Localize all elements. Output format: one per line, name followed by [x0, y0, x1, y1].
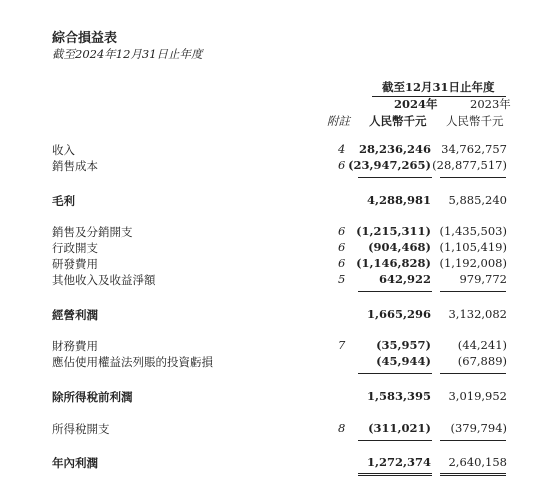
year-2024-header: 2024年	[394, 97, 438, 111]
value-2024: 4,288,981	[366, 193, 431, 207]
value-2024: 28,236,246	[358, 142, 431, 156]
table-row	[0, 142, 554, 158]
table-row	[0, 389, 554, 405]
unit-2024-header: 人民幣千元	[369, 114, 427, 128]
row-label: 經營利潤	[52, 308, 98, 322]
value-2024: (35,957)	[376, 338, 431, 352]
note-column-header: 附註	[327, 114, 350, 128]
subtotal-rule-2023	[440, 440, 506, 441]
subtotal-rule-2023	[440, 291, 506, 292]
year-2023-header: 2023年	[470, 97, 511, 111]
value-2024: 1,665,296	[366, 307, 431, 321]
value-2023: (67,889)	[457, 354, 507, 368]
table-row	[0, 354, 554, 370]
row-label: 財務費用	[52, 339, 98, 353]
subtotal-rule-2024	[358, 440, 432, 441]
row-note: 6	[338, 158, 346, 172]
total-rule-2024-top	[358, 473, 432, 474]
value-2024: 1,272,374	[366, 455, 431, 469]
value-2024: (904,468)	[368, 240, 431, 254]
row-label: 應佔使用權益法列賬的投資虧損	[52, 355, 213, 369]
row-label: 毛利	[52, 194, 75, 208]
row-note: 8	[338, 421, 346, 435]
total-rule-2023-top	[440, 473, 506, 474]
table-row	[0, 421, 554, 437]
subtotal-rule-2024	[358, 373, 432, 374]
value-2023: 979,772	[459, 272, 507, 286]
row-label: 其他收入及收益淨額	[52, 273, 156, 287]
value-2023: (379,794)	[450, 421, 507, 435]
value-2023: 3,132,082	[448, 307, 507, 321]
value-2024: 642,922	[378, 272, 431, 286]
row-label: 銷售及分銷開支	[52, 225, 133, 239]
period-header: 截至12月31日止年度	[382, 80, 495, 94]
table-row	[0, 272, 554, 288]
unit-2023-header: 人民幣千元	[446, 114, 504, 128]
row-note: 6	[338, 240, 346, 254]
table-row	[0, 240, 554, 256]
table-row	[0, 307, 554, 323]
row-note: 5	[338, 272, 346, 286]
table-row	[0, 455, 554, 471]
value-2024: 1,583,395	[366, 389, 431, 403]
subtotal-rule-2023	[440, 177, 506, 178]
value-2023: 5,885,240	[448, 193, 507, 207]
value-2024: (1,146,828)	[356, 256, 431, 270]
row-note: 6	[338, 256, 346, 270]
value-2024: (311,021)	[368, 421, 431, 435]
total-rule-2024-bottom	[358, 475, 432, 476]
table-row	[0, 256, 554, 272]
total-rule-2023-bottom	[440, 475, 506, 476]
row-label: 收入	[52, 143, 75, 157]
value-2024: (23,947,265)	[348, 158, 431, 172]
value-2023: (1,192,008)	[439, 256, 507, 270]
subtotal-rule-2024	[358, 177, 432, 178]
table-row	[0, 338, 554, 354]
statement-subtitle: 截至2024年12月31日止年度	[52, 47, 203, 61]
row-note: 4	[338, 142, 346, 156]
table-row	[0, 193, 554, 209]
row-label: 研發費用	[52, 257, 98, 271]
row-label: 年內利潤	[52, 456, 98, 470]
row-label: 所得稅開支	[52, 422, 110, 436]
value-2024: (45,944)	[376, 354, 431, 368]
value-2023: 3,019,952	[448, 389, 507, 403]
value-2023: (1,105,419)	[439, 240, 507, 254]
value-2023: 2,640,158	[448, 455, 507, 469]
row-note: 7	[338, 338, 346, 352]
table-row	[0, 224, 554, 240]
value-2024: (1,215,311)	[356, 224, 431, 238]
value-2023: (1,435,503)	[439, 224, 507, 238]
value-2023: 34,762,757	[441, 142, 507, 156]
row-label: 除所得稅前利潤	[52, 390, 133, 404]
statement-title: 綜合損益表	[52, 31, 118, 46]
subtotal-rule-2023	[440, 373, 506, 374]
table-row	[0, 158, 554, 174]
row-label: 銷售成本	[52, 159, 98, 173]
subtotal-rule-2024	[358, 291, 432, 292]
value-2023: (28,877,517)	[432, 158, 507, 172]
value-2023: (44,241)	[457, 338, 507, 352]
row-label: 行政開支	[52, 241, 98, 255]
row-note: 6	[338, 224, 346, 238]
